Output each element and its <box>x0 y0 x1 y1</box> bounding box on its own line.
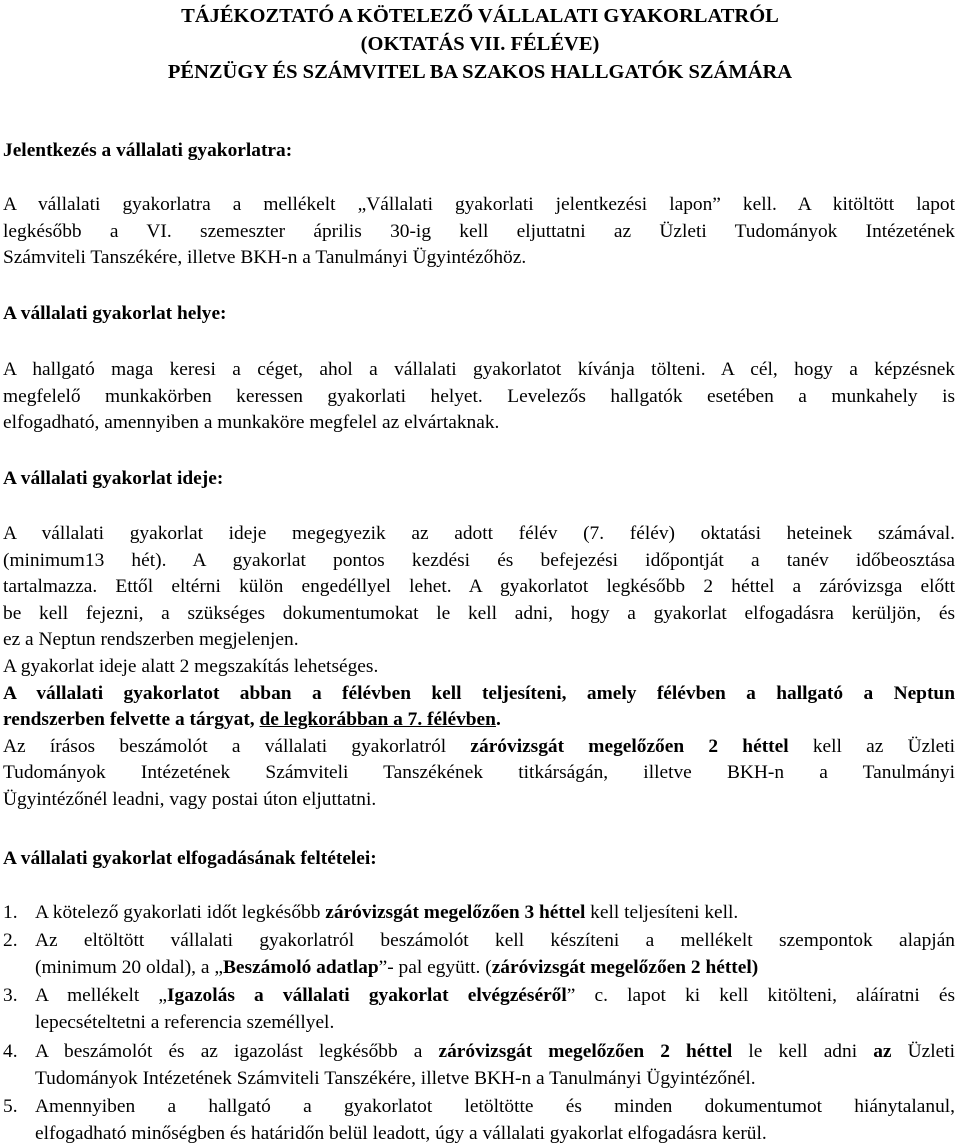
paragraph-line: (minimum13 hét). A gyakorlat pontos kezdési és befejezési időpontját a tanév időbeosztása <box>3 549 955 571</box>
paragraph-line <box>35 983 955 1010</box>
deadline-emphasis: záróvizsgát megelőzően 2 héttel <box>438 1041 733 1062</box>
form-name: Beszámoló adatlap <box>222 956 379 978</box>
text-span: A kötelező gyakorlati időt legkésőbb <box>35 902 326 923</box>
paragraph-line: elfogadható minőségben és határidőn belül leadott, úgy a vállalati gyakorlat elfogadásra kerül. <box>35 1122 767 1144</box>
form-name: Igazolás a vállalati gyakorlat elvégzéséről <box>167 985 567 1006</box>
section-heading-location: A vállalati gyakorlat helye: <box>3 303 227 324</box>
list-number: 2. <box>3 930 18 951</box>
header-subtitle: (OKTATÁS VII. FÉLÉVE) <box>360 33 600 55</box>
text-span: A mellékelt „ <box>35 985 168 1006</box>
list-number: 5. <box>3 1096 18 1117</box>
section-heading-duration: A vállalati gyakorlat ideje: <box>3 468 224 489</box>
paragraph-line: Amennyiben a hallgató a gyakorlatot letöltötte és minden dokumentumot hiánytalanul, <box>35 1096 955 1117</box>
section-heading-acceptance: A vállalati gyakorlat elfogadásának feltételei: <box>3 848 377 869</box>
deadline-emphasis: záróvizsgát megelőzően 2 héttel <box>491 956 752 978</box>
paragraph-line: legkésőbb a VI. szemeszter április 30-ig kell eljuttatni az Üzleti Tudományok Intézetének <box>3 220 955 242</box>
paragraph-line: Az eltöltött vállalati gyakorlatról beszámolót kell készíteni a mellékelt szempontok alapján <box>35 930 955 951</box>
paragraph-line: tartalmazza. Ettől eltérni külön engedéllyel lehet. A gyakorlatot legkésőbb 2 héttel a záróvizsga előtt <box>3 576 955 598</box>
bold-notice-text: rendszerben felvette a tárgyat, <box>3 709 260 731</box>
paragraph-line: A gyakorlat ideje alatt 2 megszakítás lehetséges. <box>3 655 379 677</box>
paragraph-line: lepecsételtetni a referencia személlyel. <box>35 1011 335 1033</box>
paragraph-line: elfogadható, amennyiben a munkaköre megfelel az elvártaknak. <box>3 412 500 434</box>
deadline-emphasis: záróvizsgát megelőzően 3 héttel <box>325 902 586 923</box>
document-header <box>0 2 960 86</box>
section-body-registration <box>3 192 955 272</box>
text-span: ”- pal együtt. ( <box>378 956 492 978</box>
paragraph-line: A vállalati gyakorlatra a mellékelt „Vállalati gyakorlati jelentkezési lapon” kell. A kitöltött lapot <box>3 194 955 215</box>
section-body-location <box>3 357 955 437</box>
bold-notice-line <box>3 681 955 708</box>
paragraph-line: A hallgató maga keresi a céget, ahol a vállalati gyakorlatot kívánja tölteni. A cél, hogy a képzésnek <box>3 359 955 380</box>
underlined-deadline: de legkorábban a 7. félévben <box>259 709 496 731</box>
deadline-emphasis: záróvizsgát megelőzően 2 héttel <box>470 735 789 757</box>
paragraph-line: Ügyintézőnél leadni, vagy postai úton eljuttatni. <box>3 788 377 810</box>
bold-notice-text: . <box>495 709 501 731</box>
text-span: az <box>873 1041 892 1062</box>
paragraph-line <box>35 955 955 982</box>
text-span: Az írásos beszámolót a vállalati gyakorlatról <box>3 735 471 757</box>
list-number: 1. <box>3 902 18 923</box>
text-span: le kell adni <box>732 1041 874 1062</box>
paragraph-line: A vállalati gyakorlat ideje megegyezik az adott félév (7. félév) oktatási heteinek számával. <box>3 523 955 544</box>
text-span: kell teljesíteni kell. <box>585 902 739 923</box>
list-number: 3. <box>3 985 18 1006</box>
text-span: Üzleti <box>891 1041 955 1062</box>
paragraph-line: ez a Neptun rendszerben megjelenjen. <box>3 629 299 651</box>
section-body-duration <box>3 521 955 814</box>
list-number: 4. <box>3 1041 18 1062</box>
paragraph-line: Számviteli Tanszékére, illetve BKH-n a Tanulmányi Ügyintézőhöz. <box>3 247 527 269</box>
paragraph-line <box>3 734 955 761</box>
text-span: A beszámolót és az igazolást legkésőbb a <box>35 1041 439 1062</box>
paragraph-line: Tudományok Intézetének Számviteli Tanszékére, illetve BKH-n a Tanulmányi Ügyintézőnél. <box>35 1067 756 1089</box>
text-span: kell az Üzleti <box>788 735 955 757</box>
paragraph-line: megfelelő munkakörben keressen gyakorlati helyet. Levelezős hallgatók esetében a munkahely is <box>3 385 955 407</box>
text-span: ) <box>751 956 759 978</box>
text-span: (minimum 20 oldal), a „ <box>35 956 223 978</box>
bold-notice-line <box>3 707 955 734</box>
section-heading-registration: Jelentkezés a vállalati gyakorlatra: <box>3 140 293 161</box>
header-audience: PÉNZÜGY ÉS SZÁMVITEL BA SZAKOS HALLGATÓK SZÁMÁRA <box>167 61 793 83</box>
header-title: TÁJÉKOZTATÓ A KÖTELEZŐ VÁLLALATI GYAKORLATRÓL <box>181 5 779 27</box>
text-span: ” c. lapot ki kell kitölteni, aláíratni és <box>566 985 956 1006</box>
paragraph-line <box>35 1039 955 1066</box>
paragraph-line: be kell fejezni, a szükséges dokumentumokat le kell adni, hogy a gyakorlat elfogadásra kerüljön, és <box>3 602 955 624</box>
paragraph-line: Tudományok Intézetének Számviteli Tanszékének titkárságán, illetve BKH-n a Tanulmányi <box>3 762 955 784</box>
bold-notice-text: A vállalati gyakorlatot abban a félévben kell teljesíteni, amely félévben a hallgató a Neptun <box>3 682 955 704</box>
